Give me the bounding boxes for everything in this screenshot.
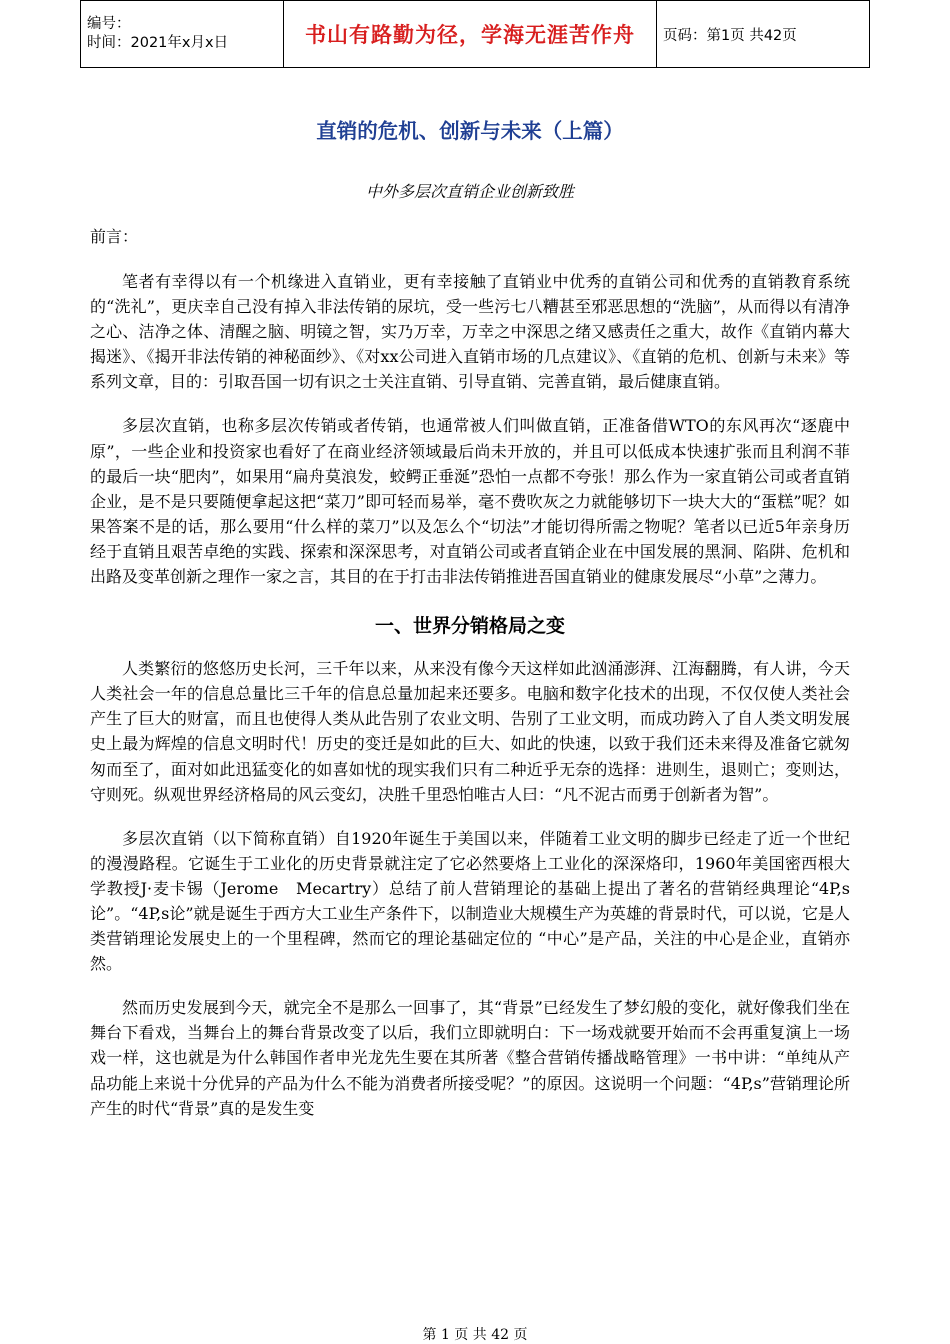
header-number-label: 编号： [87, 16, 131, 32]
header-meta-cell [81, 1, 284, 68]
header-motto: 书山有路勤为径，学海无涯苦作舟 [284, 1, 657, 68]
header-time-label: 时间：2021年x月x日 [87, 35, 229, 51]
preface-label: 前言： [90, 227, 139, 246]
document-header [80, 0, 870, 68]
paragraph-2: 多层次直销，也称多层次传销或者传销，也通常被人们叫做直销，正准备借WTO的东风再次“逐鹿中原”，一些企业和投资家也看好了在商业经济领域最后尚未开放的，并且可以低成本快速扩张而且利润不菲的最后一块“肥肉”，如果用“扁舟莫浪发，蛟鳄正垂涎”恐怕一点都不夸张！那么作为一家直销公司或者直销企业，是不是只要随便拿起这把“菜刀”即可轻而易举，毫不费吹灰之力就能够切下一块大大的“蛋糕”呢？如果答案不是的话，那么要用“什么样的菜刀”以及怎么个“切法”才能切得所需之物呢？笔者以已近5年亲身历经于直销且艰苦卓绝的实践、探索和深深思考，对直销公司或者直销企业在中国发展的黑洞、陷阱、危机和出路及变革创新之理作一家之言，其目的在于打击非法传销推进吾国直销业的健康发展尽“小草”之薄力。 [90, 416, 850, 587]
paragraph-4: 多层次直销（以下简称直销）自1920年诞生于美国以来，伴随着工业文明的脚步已经走了近一个世纪的漫漫路程。它诞生于工业化的历史背景就注定了它必然要烙上工业化的深深烙印，1960年美国密西根大学教授J·麦卡锡（Jerome Mecartry）总结了前人营销理论的基础上提出了著名的营销经典理论“4P,s论”。“4P,s论”就是诞生于西方大工业生产条件下，以制造业大规模生产为英雄的背景时代，可以说，它是人类营销理论发展史上的一个里程碑，然而它的理论基础定位的 “中心”是产品，关注的中心是企业，直销亦然。 [90, 828, 850, 974]
header-page-info: 页码：第1页 共42页 [657, 1, 870, 68]
paragraph-5: 然而历史发展到今天，就完全不是那么一回事了，其“背景”已经发生了梦幻般的变化，就好像我们坐在舞台下看戏，当舞台上的舞台背景改变了以后，我们立即就明白：下一场戏就要开始而不会再重复演上一场戏一样，这也就是为什么韩国作者申光龙先生要在其所著《整合营销传播战略管理》一书中讲：“单纯从产品功能上来说十分优异的产品为什么不能为消费者所接受呢？”的原因。这说明一个问题：“4P,s”营销理论所产生的时代“背景”真的是发生变 [90, 998, 850, 1118]
section-heading: 一、世界分销格局之变 [374, 615, 565, 638]
paragraph-1: 笔者有幸得以有一个机缘进入直销业，更有幸接触了直销业中优秀的直销公司和优秀的直销教育系统的“洗礼”，更庆幸自己没有掉入非法传销的尿坑，受一些污七八糟甚至邪恶思想的“洗脑”，从而得以有清净之心、洁净之体、清醒之脑、明镜之智，实乃万幸，万幸之中深思之绪又感责任之重大，故作《直销内幕大揭迷》、《揭开非法传销的神秘面纱》、《对xx公司进入直销市场的几点建议》、《直销的危机、创新与未来》等系列文章，目的：引取吾国一切有识之士关注直销、引导直销、完善直销，最后健康直销。 [90, 272, 850, 392]
document-title: 直销的危机、创新与未来（上篇） [316, 119, 624, 143]
document-body [90, 84, 850, 1121]
paragraph-3: 人类繁衍的悠悠历史长河，三千年以来，从来没有像今天这样如此汹涌澎湃、江海翻腾，有人讲，今天人类社会一年的信息总量比三千年的信息总量加起来还要多。电脑和数字化技术的出现，不仅仅使人类社会产生了巨大的财富，而且也使得人类从此告别了农业文明、告别了工业文明，而成功跨入了自人类文明发展史上最为辉煌的信息文明时代！历史的变迁是如此的巨大、如此的快速，以致于我们还未来得及准备它就匆匆而至了，面对如此迅猛变化的如喜如忧的现实我们只有二种近乎无奈的选择：进则生，退则亡；变则达，守则死。纵观世界经济格局的风云变幻，决胜千里恐怕唯古人曰：“凡不泥古而勇于创新者为智”。 [90, 659, 850, 804]
document-subtitle: 中外多层次直销企业创新致胜 [365, 182, 574, 201]
header-table [80, 0, 870, 68]
page-footer: 第 1 页 共 42 页 [422, 1327, 528, 1343]
